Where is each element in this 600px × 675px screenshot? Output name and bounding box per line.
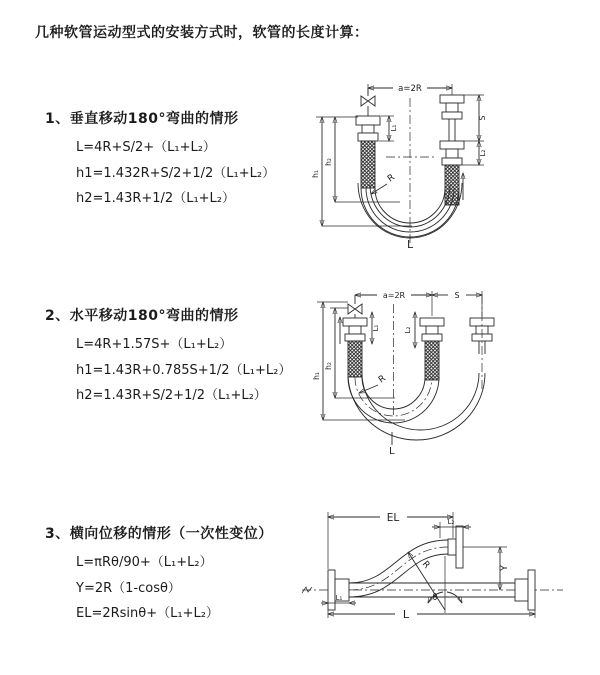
- dimension-l1: [379, 116, 398, 141]
- left-flange: [356, 116, 380, 141]
- hose-u-bend: [348, 373, 485, 440]
- dimension-a2r: [355, 291, 432, 300]
- braided-hose-right: [445, 165, 459, 205]
- section-2: [45, 305, 291, 409]
- left-flange: [328, 570, 349, 610]
- dim-a2r-label: a=2R: [382, 291, 406, 300]
- braided-hose-middle: [425, 341, 439, 380]
- length-label: L: [407, 238, 414, 251]
- formula-line: h1=1.432R+S/2+1/2（L₁+L₂）: [76, 165, 276, 181]
- section-3-heading: 3、横向位移的情形（一次性变位）: [45, 526, 273, 542]
- dim-el-label: EL: [386, 512, 400, 524]
- dimension-s: [464, 95, 487, 141]
- radius-label: R: [385, 172, 397, 185]
- dim-h2-label: h₂: [324, 158, 333, 166]
- dimension-s: [432, 291, 482, 316]
- dimension-el: [328, 512, 453, 569]
- dimension-l2: [462, 141, 487, 165]
- dim-h1-label: h₁: [312, 372, 321, 380]
- valve-icon: [361, 88, 375, 116]
- dim-l1-label: L₁: [390, 124, 398, 132]
- section-2-formulas: [76, 332, 291, 409]
- dim-s-label: S: [478, 115, 487, 121]
- length-label: L: [402, 608, 410, 621]
- formula-line: L=4R+S/2+（L₁+L₂）: [76, 140, 216, 155]
- dim-l1-label: L₁: [372, 324, 380, 332]
- radius-label: R: [419, 559, 432, 571]
- angle-label: θ: [432, 593, 438, 603]
- dimension-l1: [321, 594, 356, 603]
- vertical-180-bend-diagram: [300, 70, 600, 266]
- dimension-y: [463, 547, 510, 590]
- formula-line: EL=2Rsinθ+（L₁+L₂）: [76, 606, 219, 621]
- section-1-heading: 1、垂直移动180°弯曲的情形: [45, 111, 239, 127]
- formula-line: h1=1.43R+0.785S+1/2（L₁+L₂）: [76, 362, 292, 378]
- dim-l2-label: L₂: [447, 518, 455, 526]
- displaced-hose-curve: [349, 526, 463, 597]
- dimension-l: [328, 608, 535, 621]
- right-flange-upper: [440, 95, 464, 141]
- horizontal-180-bend-diagram: [300, 282, 600, 460]
- dimension-l2: [432, 518, 471, 538]
- braided-hose-left: [348, 341, 362, 377]
- dim-h2-label: h₂: [324, 362, 333, 370]
- dim-y-label: Y: [500, 565, 510, 571]
- dim-a2r-label: a=2R: [398, 84, 422, 94]
- formula-line: L=4R+1.57S+（L₁+L₂）: [76, 337, 233, 352]
- dimension-a2r: [368, 84, 452, 95]
- dimension-l1: [372, 312, 380, 344]
- valve-icon: [348, 295, 362, 318]
- dim-l2-label: L₂: [479, 149, 487, 157]
- section-3: [45, 523, 273, 627]
- section-2-heading: 2、水平移动180°弯曲的情形: [45, 308, 239, 324]
- radius-label: R: [376, 373, 388, 386]
- section-1-formulas: [76, 135, 275, 212]
- formula-line: L=πRθ/90+（L₁+L₂）: [76, 555, 213, 570]
- dim-s-label: S: [454, 291, 460, 300]
- left-flange: [343, 318, 367, 341]
- dimension-l2: [404, 312, 415, 348]
- right-flange-lower: [440, 141, 464, 165]
- section-3-formulas: [76, 550, 273, 627]
- radius-leader: [408, 552, 445, 610]
- dim-h1-label: h₁: [311, 170, 320, 178]
- formula-line: Y=2R（1-cosθ）: [76, 580, 181, 596]
- dim-l2-label: L₂: [404, 326, 412, 334]
- length-label: L: [389, 446, 395, 457]
- braided-hose-left: [361, 141, 375, 188]
- lateral-displacement-diagram: [295, 500, 600, 668]
- formula-line: h2=1.43R+1/2（L₁+L₂）: [76, 191, 235, 206]
- page-title: 几种软管运动型式的安装方式时，软管的长度计算：: [35, 25, 369, 41]
- middle-flange: [420, 318, 444, 341]
- dim-l1-label: L₁: [335, 594, 343, 602]
- section-1: [45, 108, 275, 212]
- formula-line: h2=1.43R+S/2+1/2（L₁+L₂）: [76, 388, 267, 403]
